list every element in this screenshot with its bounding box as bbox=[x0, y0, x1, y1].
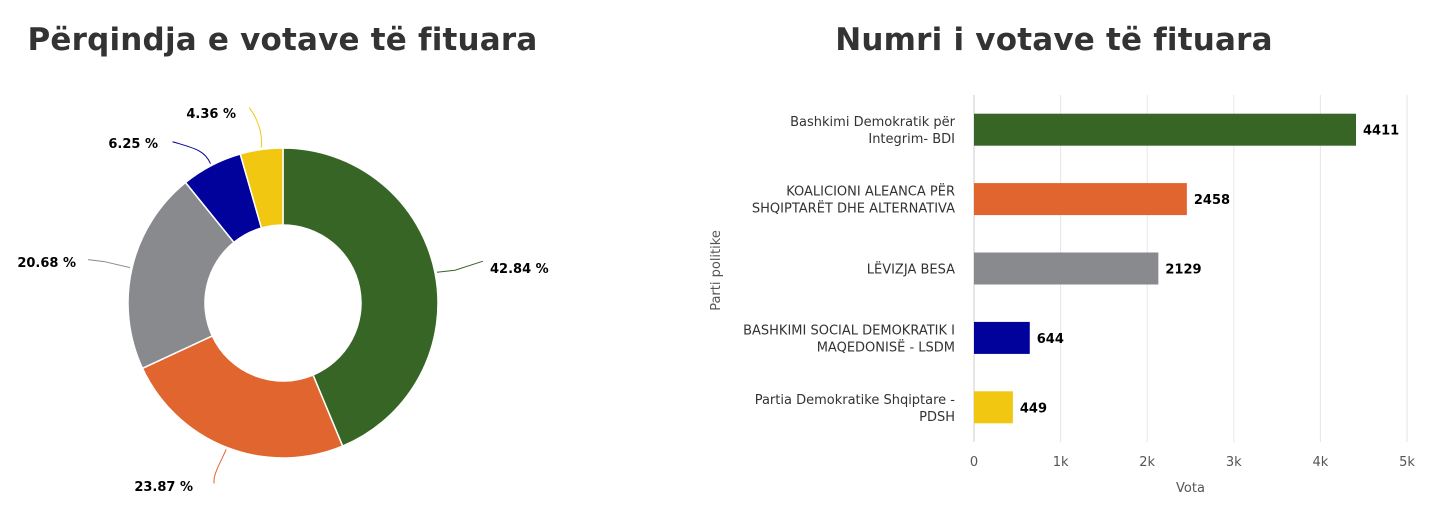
bar-besa[interactable] bbox=[974, 253, 1158, 285]
donut-data-label: 6.25 % bbox=[108, 137, 158, 152]
donut-chart-title: Përqindja e votave të fituara bbox=[27, 22, 538, 58]
donut-data-label: 42.84 % bbox=[490, 262, 549, 277]
x-tick-label: 1k bbox=[1052, 455, 1069, 470]
donut-data-label: 4.36 % bbox=[186, 107, 236, 122]
donut-data-label: 23.87 % bbox=[134, 480, 193, 495]
bar-pdsh[interactable] bbox=[974, 391, 1013, 423]
donut-data-label: 20.68 % bbox=[17, 256, 76, 271]
category-label: LËVIZJA BESA bbox=[866, 262, 955, 278]
x-axis-title: Vota bbox=[1176, 481, 1205, 496]
bar-value-label: 449 bbox=[1019, 401, 1048, 417]
x-tick-label: 2k bbox=[1139, 455, 1156, 470]
x-tick-label: 4k bbox=[1312, 455, 1329, 470]
bar-value-label: 644 bbox=[1036, 331, 1064, 347]
category-label: Partia Demokratike Shqiptare -PDSH bbox=[754, 392, 955, 425]
x-tick-label: 3k bbox=[1225, 455, 1242, 470]
category-label: Bashkimi Demokratik për Integrim- BDI bbox=[790, 115, 955, 148]
bar-bdi[interactable] bbox=[974, 114, 1356, 146]
bar-aleanca[interactable] bbox=[974, 183, 1187, 215]
bar-chart-title: Numri i votave të fituara bbox=[835, 22, 1273, 58]
bar-value-label: 2458 bbox=[1193, 193, 1231, 209]
category-label: KOALICIONI ALEANCA PËR SHQIPTARËT DHE ALTERNATIVA bbox=[751, 184, 955, 217]
bar-lsdm[interactable] bbox=[974, 322, 1030, 354]
y-axis-title: Parti politike bbox=[709, 230, 724, 311]
bar-value-label: 4411 bbox=[1362, 123, 1400, 139]
x-tick-label: 5k bbox=[1399, 455, 1415, 470]
x-tick-label: 0 bbox=[969, 455, 979, 470]
category-label: BASHKIMI SOCIAL DEMOKRATIK I MAQEDONISË - LSDM bbox=[743, 323, 955, 356]
bar-value-label: 2129 bbox=[1165, 262, 1202, 278]
